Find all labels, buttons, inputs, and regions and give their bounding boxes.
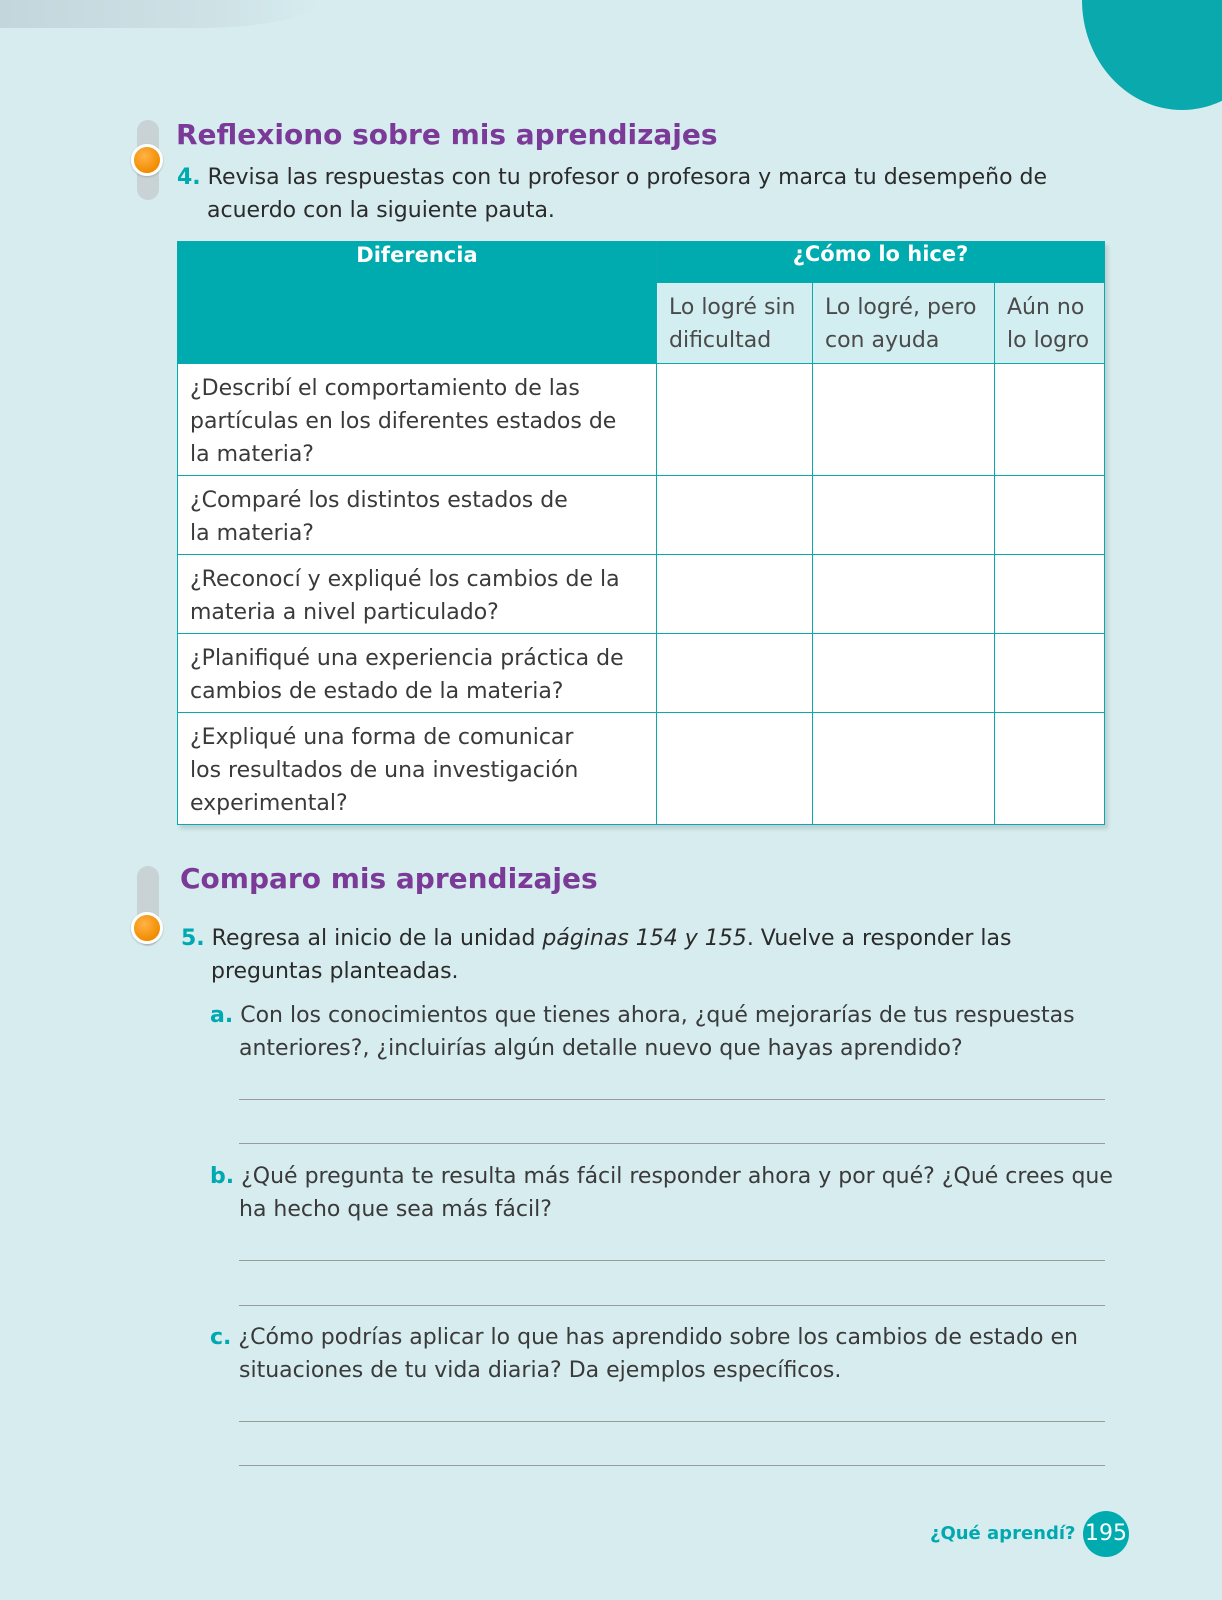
column-header-diferencia: Diferencia — [178, 242, 657, 364]
subquestion-text-line2: ha hecho que sea más fácil? — [239, 1197, 552, 1222]
row-question — [178, 364, 657, 476]
option-header-line: dificultad — [669, 328, 772, 353]
checkbox-cell-con-ayuda[interactable] — [813, 476, 995, 555]
section-title-comparo: Comparo mis aprendizajes — [180, 862, 598, 895]
checkbox-cell-con-ayuda[interactable] — [813, 713, 995, 825]
question-4 — [177, 161, 1047, 227]
self-assessment-table — [177, 241, 1105, 825]
subquestion-text-line1: Con los conocimientos que tienes ahora, ¿qué mejorarías de tus respuestas — [240, 1003, 1075, 1028]
footer-section-label: ¿Qué aprendí? — [930, 1523, 1076, 1544]
option-header-con-ayuda — [813, 283, 995, 364]
row-question-line: experimental? — [190, 791, 348, 816]
row-question-line: ¿Expliqué una forma de comunicar — [190, 725, 574, 750]
question-text-line2: acuerdo con la siguiente pauta. — [207, 198, 555, 223]
section-pin — [137, 866, 159, 946]
checkbox-cell-aun-no[interactable] — [995, 476, 1105, 555]
section-title-reflexiono: Reflexiono sobre mis aprendizajes — [176, 118, 718, 151]
checkbox-cell-aun-no[interactable] — [995, 713, 1105, 825]
answer-line[interactable] — [239, 1305, 1105, 1306]
answer-line[interactable] — [239, 1260, 1105, 1261]
table-row — [178, 555, 1105, 634]
checkbox-cell-sin-dificultad[interactable] — [657, 476, 813, 555]
row-question-line: ¿Describí el comportamiento de las — [190, 376, 580, 401]
question-text-line1: Revisa las respuestas con tu profesor o profesora y marca tu desempeño de — [207, 165, 1048, 190]
checkbox-cell-aun-no[interactable] — [995, 634, 1105, 713]
answer-line[interactable] — [239, 1421, 1105, 1422]
subquestion-text-line2: anteriores?, ¿incluirías algún detalle nuevo que hayas aprendido? — [239, 1036, 963, 1061]
subquestion-text-line1: ¿Cómo podrías aplicar lo que has aprendido sobre los cambios de estado en — [238, 1325, 1078, 1350]
row-question-line: los resultados de una investigación — [190, 758, 579, 783]
option-header-line: Lo logré sin — [669, 295, 796, 320]
subquestion-b — [210, 1160, 1113, 1226]
checkbox-cell-con-ayuda[interactable] — [813, 634, 995, 713]
answer-line[interactable] — [239, 1099, 1105, 1100]
option-header-line: Aún no — [1007, 295, 1085, 320]
subquestion-letter: a. — [210, 1003, 234, 1028]
option-header-aun-no — [995, 283, 1105, 364]
question-number: 4. — [177, 165, 201, 190]
row-question-line: ¿Reconocí y expliqué los cambios de la — [190, 567, 620, 592]
checkbox-cell-aun-no[interactable] — [995, 364, 1105, 476]
table-row — [178, 476, 1105, 555]
option-header-line: Lo logré, pero — [825, 295, 977, 320]
row-question — [178, 555, 657, 634]
row-question — [178, 713, 657, 825]
checkbox-cell-sin-dificultad[interactable] — [657, 713, 813, 825]
corner-decoration — [1082, 0, 1222, 110]
question-page-reference: páginas 154 y 155 — [542, 926, 747, 951]
checkbox-cell-aun-no[interactable] — [995, 555, 1105, 634]
answer-line[interactable] — [239, 1465, 1105, 1466]
question-text-part2: . Vuelve a responder las — [746, 926, 1012, 951]
pin-dot-icon — [131, 912, 163, 944]
table-row — [178, 364, 1105, 476]
subquestion-letter: b. — [210, 1164, 235, 1189]
row-question-line: cambios de estado de la materia? — [190, 679, 564, 704]
row-question-line: la materia? — [190, 521, 314, 546]
row-question-line: partículas en los diferentes estados de — [190, 409, 617, 434]
subquestion-letter: c. — [210, 1325, 232, 1350]
subquestion-text-line2: situaciones de tu vida diaria? Da ejemplos específicos. — [239, 1358, 842, 1383]
subquestion-a — [210, 999, 1075, 1065]
page-number: 195 — [1083, 1511, 1129, 1557]
question-5 — [181, 922, 1012, 988]
option-header-sin-dificultad — [657, 283, 813, 364]
subquestion-c — [210, 1321, 1078, 1387]
checkbox-cell-sin-dificultad[interactable] — [657, 555, 813, 634]
checkbox-cell-sin-dificultad[interactable] — [657, 634, 813, 713]
subquestion-text-line1: ¿Qué pregunta te resulta más fácil responder ahora y por qué? ¿Qué crees que — [241, 1164, 1113, 1189]
checkbox-cell-con-ayuda[interactable] — [813, 555, 995, 634]
table-row — [178, 713, 1105, 825]
row-question-line: ¿Comparé los distintos estados de — [190, 488, 568, 513]
row-question-line: la materia? — [190, 442, 314, 467]
checkbox-cell-con-ayuda[interactable] — [813, 364, 995, 476]
option-header-line: con ayuda — [825, 328, 940, 353]
row-question — [178, 634, 657, 713]
checkbox-cell-sin-dificultad[interactable] — [657, 364, 813, 476]
question-number: 5. — [181, 926, 205, 951]
row-question-line: materia a nivel particulado? — [190, 600, 499, 625]
table-row — [178, 634, 1105, 713]
row-question — [178, 476, 657, 555]
question-text-part1: Regresa al inicio de la unidad — [211, 926, 543, 951]
pin-dot-icon — [131, 144, 163, 176]
top-decoration — [0, 0, 320, 28]
question-text-line2: preguntas planteadas. — [211, 959, 459, 984]
option-header-line: lo logro — [1007, 328, 1090, 353]
group-header-como-lo-hice: ¿Cómo lo hice? — [657, 242, 1105, 283]
section-pin — [137, 120, 159, 200]
answer-line[interactable] — [239, 1143, 1105, 1144]
row-question-line: ¿Planifiqué una experiencia práctica de — [190, 646, 624, 671]
